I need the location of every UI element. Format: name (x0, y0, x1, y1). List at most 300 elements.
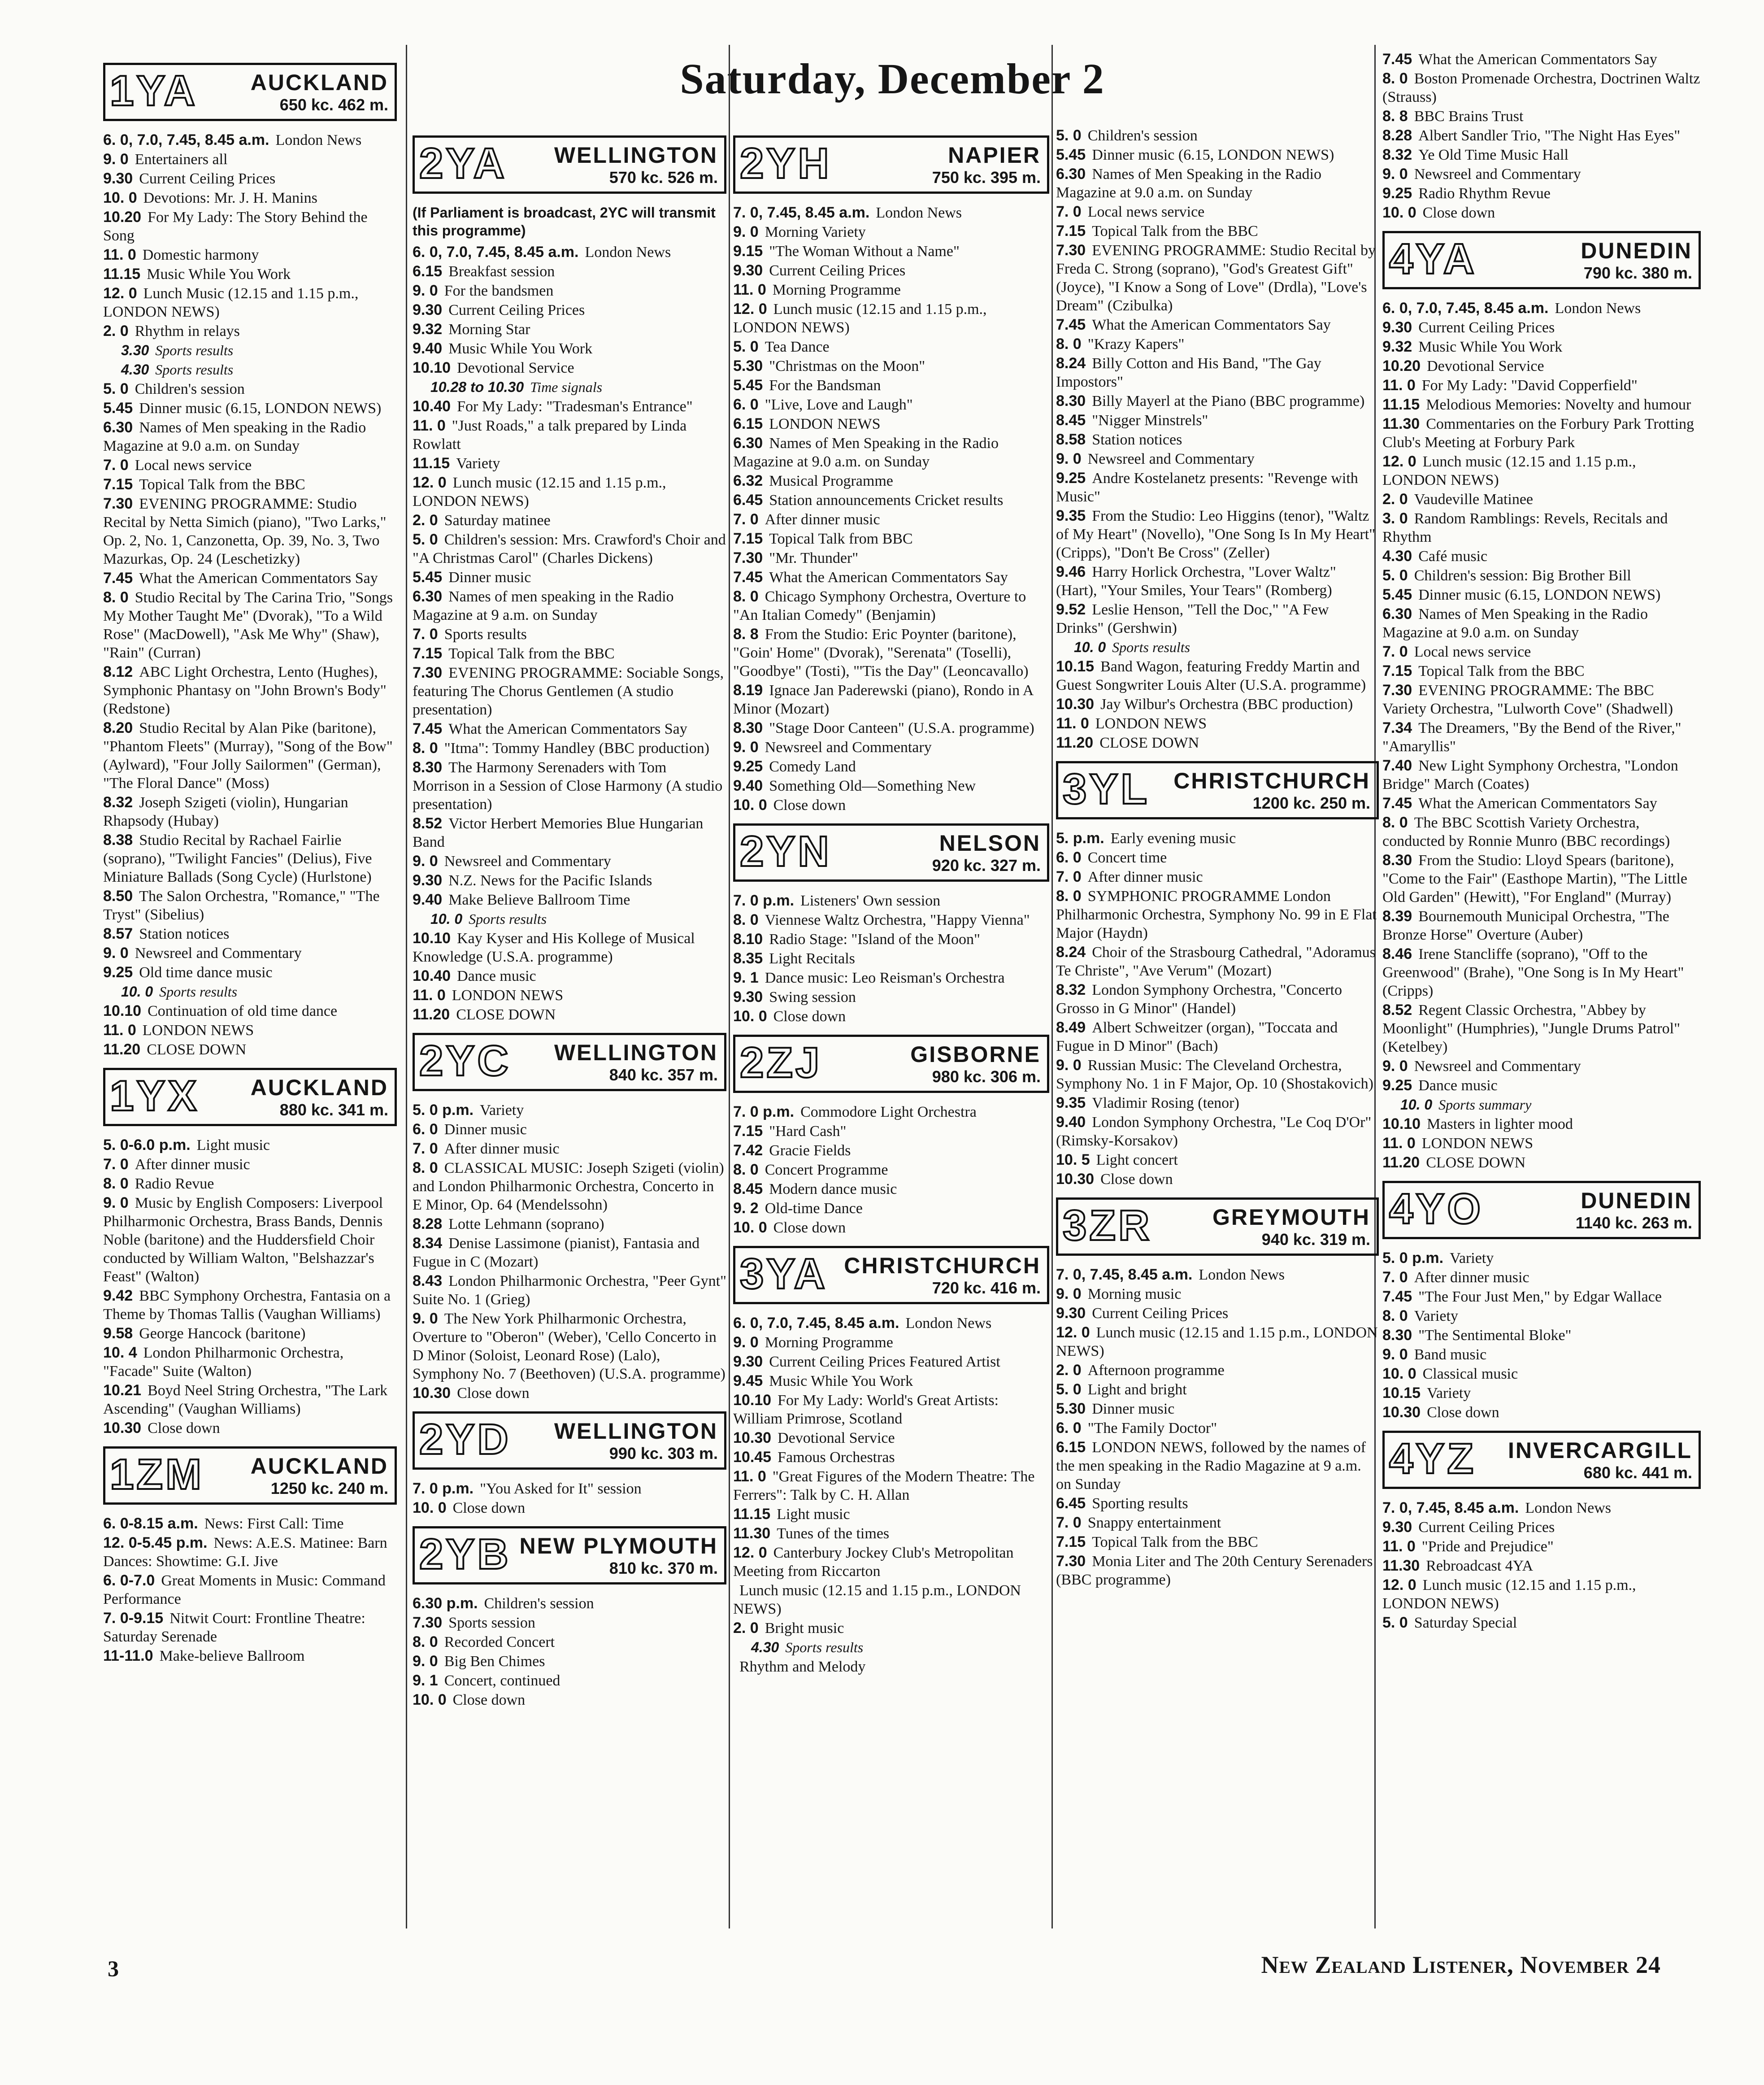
programme-time: 6. 0, 7.0, 7.45, 8.45 a.m. (1382, 300, 1549, 317)
station-header (103, 1446, 397, 1505)
programme-text: The Dreamers, "By the Bend of the River," "Amaryllis" (1382, 720, 1681, 755)
programme-item (733, 1333, 1049, 1352)
programme-item (413, 814, 726, 851)
programme-text: Kay Kyser and His Kollege of Musical Knowledge (U.S.A. programme) (413, 930, 695, 965)
programme-text: Early evening music (1110, 830, 1236, 847)
programme-text: CLOSE DOWN (147, 1041, 247, 1058)
programme-time: 8.32 (1056, 981, 1086, 998)
programme-time: 7. 0 p.m. (733, 892, 795, 909)
programme-time: 6.30 (103, 419, 133, 436)
programme-item (413, 511, 726, 530)
programme-item (1382, 1557, 1701, 1575)
programme-item (103, 189, 397, 207)
programme-item (733, 1103, 1049, 1121)
programme-item (103, 925, 397, 943)
programme-text: Music While You Work (147, 266, 291, 283)
programme-item (1382, 1134, 1701, 1153)
programme-text: Morning Programme (772, 282, 901, 298)
station-frequency: 940 kc. 319 m. (1261, 1230, 1370, 1249)
programme-time: 8. 0 (733, 588, 759, 605)
programme-text: London News (275, 132, 362, 148)
programme-time: 11. 0 (413, 417, 446, 434)
programme-item (1056, 943, 1379, 980)
programme-text: London News (1525, 1500, 1612, 1516)
programme-time: 9.35 (1056, 1094, 1086, 1111)
programme-text: "You Asked for It" session (480, 1480, 642, 1497)
programme-time: 8.32 (1382, 146, 1412, 163)
programme-item (1056, 241, 1379, 315)
programme-item (103, 887, 397, 924)
programme-item (413, 625, 726, 644)
programme-time: 9. 0 (1056, 1285, 1082, 1302)
station-2YC (413, 1033, 726, 1402)
programme-item (733, 1141, 1049, 1160)
programme-time: 9.30 (1382, 1519, 1412, 1536)
programme-time: 8. 0 (733, 911, 759, 928)
programme-text: What the American Commentators Say (1092, 317, 1331, 333)
programme-time: 10. 0 (1400, 1097, 1433, 1113)
programme-item (1382, 376, 1701, 395)
programme-item (1382, 453, 1701, 489)
programme-text: Nitwit Court: Frontline Theatre: Saturday Serenade (103, 1610, 365, 1645)
programme-item (413, 1671, 726, 1690)
programme-time: 7.15 (733, 1123, 763, 1140)
programme-time: 10. 4 (103, 1344, 137, 1361)
programme-time: 8.46 (1382, 945, 1412, 962)
programme-time: 9. 0 (1056, 1057, 1082, 1074)
programme-item (103, 1194, 397, 1286)
programme-text: Sporting results (1092, 1495, 1188, 1512)
programme-item (733, 949, 1049, 968)
programme-time: 5. 0 (1382, 567, 1408, 584)
programme-time: 12. 0 (1382, 1576, 1416, 1593)
programme-item (1056, 1019, 1379, 1055)
programme-time: 10.30 (1056, 696, 1095, 713)
programme-time: 8.52 (1382, 1001, 1412, 1019)
station-2YN (733, 823, 1049, 1026)
station-header (1382, 1431, 1701, 1489)
programme-item (1382, 1614, 1701, 1632)
programme-item (413, 417, 726, 453)
programme-text: Lunch music (12.15 and 1.15 p.m., LONDON NEWS) (733, 1582, 1021, 1617)
programme-time: 8. 8 (1382, 108, 1408, 125)
programme-time: 8.28 (413, 1215, 443, 1232)
programme-text: Swing session (769, 989, 856, 1006)
programme-time: 6.15 (413, 263, 443, 280)
programme-item (733, 681, 1049, 718)
programme-item (1382, 851, 1701, 906)
programme-time: 10. 0 (413, 1691, 447, 1708)
programme-text: Concert Programme (765, 1162, 888, 1178)
programme-time: 10.10 (103, 1002, 142, 1019)
programme-text: After dinner music (135, 1156, 250, 1173)
programme-item (413, 664, 726, 719)
programme-time: 5.45 (1382, 586, 1412, 603)
programme-text: Close down (452, 1500, 526, 1516)
programme-text: The BBC Scottish Variety Orchestra, conducted by Ronnie Munro (BBC recordings) (1382, 814, 1670, 849)
programme-time: 6. 0-7.0 (103, 1572, 155, 1589)
programme-time: 8. 0 (1382, 814, 1408, 831)
station-header (733, 1246, 1049, 1304)
programme-text: Russian Music: The Cleveland Orchestra, Symphony No. 1 in F Major, Op. 10 (Shostakovich) (1056, 1057, 1373, 1092)
programme-time: 9.30 (1056, 1305, 1086, 1322)
programme-item (1056, 1170, 1379, 1188)
programme-text: Café music (1418, 548, 1488, 565)
programme-text: Tunes of the times (777, 1525, 890, 1542)
programme-item (103, 963, 397, 982)
programme-time: 7. 0, 7.45, 8.45 a.m. (1056, 1266, 1193, 1283)
programme-time: 8.30 (413, 759, 443, 776)
programme-item (103, 1021, 397, 1040)
station-city: NELSON (939, 831, 1041, 856)
programme-text: Ignace Jan Paderewski (piano), Rondo in A Minor (Mozart) (733, 682, 1033, 717)
programme-item (1382, 146, 1701, 164)
programme-item (733, 396, 1049, 414)
programme-time: 11. 0 (103, 246, 136, 263)
programme-time: 12. 0 (413, 474, 447, 491)
programme-text: London News (1555, 300, 1641, 317)
programme-text: Music While You Work (769, 1373, 913, 1389)
programme-text: EVENING PROGRAMME: Sociable Songs, featuring The Chorus Gentlemen (A studio presentation) (413, 665, 724, 718)
programme-item (1056, 316, 1379, 334)
programme-text: Radio Stage: "Island of the Moon" (769, 931, 980, 948)
programme-item (1382, 1153, 1701, 1172)
programme-time: 5. 0 (1056, 127, 1082, 144)
programme-item (1382, 1537, 1701, 1556)
programme-item (1056, 563, 1379, 600)
programme-time: 7.30 (733, 549, 763, 566)
station-callsign: 3YA (740, 1250, 828, 1298)
programme-item (1382, 396, 1701, 414)
programme-time: 9.30 (733, 988, 763, 1006)
programme-time: 9.40 (733, 777, 763, 794)
programme-time: 8.30 (733, 719, 763, 736)
programme-text: Comedy Land (769, 758, 856, 775)
programme-text: Time signals (530, 379, 603, 395)
station-frequency: 840 kc. 357 m. (609, 1066, 718, 1084)
programme-time: 6.30 (1382, 605, 1412, 622)
programme-text: "Mr. Thunder" (769, 550, 859, 566)
programme-item (733, 911, 1049, 929)
programme-text: Dinner music (6.15, LONDON NEWS) (1092, 147, 1334, 163)
programme-time: 12. 0 (1382, 453, 1416, 470)
programme-item (413, 454, 726, 473)
programme-item (733, 491, 1049, 509)
programme-text: Leslie Henson, "Tell the Doc," "A Few Drinks" (Gershwin) (1056, 601, 1329, 636)
station-callsign: 1YX (110, 1072, 200, 1120)
programme-text: Topical Talk from BBC (769, 531, 913, 547)
programme-text: Studio Recital by Rachael Fairlie (soprano), "Twilight Fancies" (Delius), Five Miniature Ballads (Song Cycle) (Hurlstone) (103, 832, 372, 885)
programme-time: 8.39 (1382, 908, 1412, 925)
programme-time: 8.19 (733, 682, 763, 699)
programme-time: 10.15 (1056, 658, 1095, 675)
programme-time: 5. 0 (1056, 1381, 1082, 1398)
programme-text: Modern dance music (769, 1181, 897, 1197)
programme-time: 9.58 (103, 1325, 133, 1342)
programme-item (733, 549, 1049, 567)
station-city: AUCKLAND (250, 70, 388, 95)
programme-text: CLASSICAL MUSIC: Joseph Szigeti (violin) and London Philharmonic Orchestra, Concerto in E Minor, Op. 64 (Mendelssohn) (413, 1160, 724, 1213)
programme-item (1056, 695, 1379, 714)
programme-item (103, 284, 397, 321)
programme-time: 7.45 (1056, 316, 1086, 333)
station-1YX (103, 1068, 397, 1437)
programme-time: 8. 0 (413, 1633, 438, 1650)
programme-item (1382, 814, 1701, 850)
programme-text: Studio Recital by Alan Pike (baritone), "Phantom Fleets" (Murray), "Song of the Bow" (Aylward), "Four Jolly Sailormen" (German), "The Floral Dance" (Moss) (103, 720, 393, 792)
programme-item (1056, 165, 1379, 202)
programme-text: Boyd Neel String Orchestra, "The Lark Ascending" (Vaughan Williams) (103, 1382, 388, 1417)
programme-time: 10. 0 (430, 911, 463, 927)
programme-time: 7.15 (733, 530, 763, 547)
programme-time: 11. 0 (1382, 377, 1416, 394)
programme-time: 8.30 (1382, 852, 1412, 869)
programme-text: Close down (773, 797, 846, 814)
programme-item (1056, 1304, 1379, 1323)
programme-item (1056, 1438, 1379, 1493)
station-frequency: 1200 kc. 250 m. (1252, 794, 1370, 812)
programme-item (733, 1391, 1049, 1428)
programme-text: London Philharmonic Orchestra, "Facade" Suite (Walton) (103, 1345, 344, 1380)
programme-item (733, 376, 1049, 395)
programme-time: 7.30 (1382, 682, 1412, 699)
programme-item (103, 1381, 397, 1418)
programme-item (103, 150, 397, 169)
station-callsign: 4YZ (1389, 1435, 1477, 1483)
station-frequency: 1140 kc. 263 m. (1575, 1214, 1692, 1232)
programme-item (1056, 1380, 1379, 1399)
programme-time: 10.10 (413, 359, 451, 376)
programme-time: 2. 0 (103, 322, 129, 340)
programme-item (413, 243, 726, 261)
programme-time: 10.20 (103, 209, 142, 226)
programme-time: 3. 0 (1382, 510, 1408, 527)
programme-item (413, 531, 726, 567)
programme-item (413, 1120, 726, 1139)
programme-item (1056, 1494, 1379, 1513)
programme-time: 9. 0 (733, 223, 759, 240)
programme-text: London Symphony Orchestra, "Concerto Grosso in G Minor" (Handel) (1056, 982, 1342, 1017)
programme-text: Newsreel and Commentary (444, 853, 611, 870)
programme-time: 11-11.0 (103, 1647, 153, 1664)
programme-text: EVENING PROGRAMME: Studio Recital by Netta Simich (piano), "Two Larks," Op. 2, No. 1, Canzonetta, Op. 39, No. 3, Two Mazurkas, Op. 24 (Leschetizky) (103, 496, 387, 567)
programme-text: Sports results (155, 361, 234, 378)
programme-item (733, 1619, 1049, 1637)
programme-item (1056, 392, 1379, 410)
programme-item (1056, 1400, 1379, 1418)
programme-item (1056, 1323, 1379, 1360)
programme-time: 2. 0 (733, 1619, 759, 1637)
programme-time: 8.52 (413, 815, 443, 832)
station-callsign: 3ZR (1063, 1201, 1152, 1249)
programme-text: Lunch music (12.15 and 1.15 p.m., LONDON NEWS) (413, 474, 666, 509)
programme-text: Children's session: Big Brother Bill (1414, 567, 1631, 584)
programme-time: 10. 0 (103, 189, 137, 206)
programme-time: 8. 8 (733, 626, 759, 643)
programme-text: Close down (457, 1385, 530, 1402)
programme-item (413, 1594, 726, 1613)
programme-time: 7.30 (103, 495, 133, 512)
station-callsign: 2YA (419, 139, 507, 187)
programme-text: The Harmony Serenaders with Tom Morrison in a Session of Close Harmony (A studio presentation) (413, 759, 723, 813)
programme-time: 8.50 (103, 888, 133, 905)
station-city: AUCKLAND (250, 1075, 388, 1100)
programme-item (1382, 70, 1701, 106)
programme-item (103, 944, 397, 962)
programme-time: 9. 1 (733, 969, 759, 986)
programme-item (1382, 318, 1701, 337)
programme-text: Lunch music (12.15 and 1.15 p.m., LONDON NEWS) (1382, 453, 1636, 488)
programme-item (1056, 411, 1379, 430)
station-callsign: 2YD (419, 1415, 511, 1463)
programme-item (1382, 1576, 1701, 1613)
station-2YA (413, 135, 726, 1024)
programme-text: Ye Old Time Music Hall (1418, 147, 1568, 163)
programme-item (1056, 1552, 1379, 1589)
programme-time: 6. 0 (413, 1121, 438, 1138)
programme-item (103, 1571, 397, 1608)
programme-text: After dinner music (765, 511, 880, 528)
station-3YA (733, 1246, 1049, 1676)
programme-time: 10.10 (413, 930, 451, 947)
station-frequency: 720 kc. 416 m. (932, 1279, 1041, 1297)
programme-time: 9.52 (1056, 601, 1086, 618)
programme-text: "Hard Cash" (769, 1123, 847, 1140)
station-city: CHRISTCHURCH (844, 1253, 1041, 1278)
programme-text: Dinner music (444, 1121, 527, 1138)
programme-text: Current Ceiling Prices (139, 170, 276, 187)
programme-text: For My Lady: World's Great Artists: William Primrose, Scotland (733, 1392, 999, 1427)
programme-text: "Just Roads," a talk prepared by Linda Rowlatt (413, 418, 687, 453)
programme-text: Denise Lassimone (pianist), Fantasia and Fugue in C (Mozart) (413, 1235, 700, 1270)
station-frequency: 750 kc. 395 m. (932, 168, 1041, 187)
programme-time: 11. 0 (733, 1468, 766, 1485)
programme-time: 2. 0 (1382, 491, 1408, 508)
programme-item (1056, 146, 1379, 164)
programme-item (103, 1287, 397, 1323)
programme-time: 9.30 (413, 872, 443, 889)
programme-text: Dinner music (448, 569, 531, 586)
programme-time: 11. 0 (413, 987, 446, 1004)
programme-time: 7. 0 (733, 511, 759, 528)
station-1ZM (103, 1446, 397, 1665)
station-frequency: 650 kc. 462 m. (279, 96, 388, 114)
programme-text: "The Family Doctor" (1087, 1420, 1217, 1436)
programme-text: Something Old—Something New (769, 778, 976, 794)
programme-item (103, 341, 397, 360)
station-callsign: 2YN (740, 827, 832, 875)
programme-text: For My Lady: "Tradesman's Entrance" (457, 398, 693, 415)
column-4 (1056, 126, 1379, 1590)
programme-item (103, 131, 397, 149)
programme-item (1382, 299, 1701, 318)
programme-time: 8. 0 (103, 589, 129, 606)
programme-item (733, 738, 1049, 757)
programme-time: 9.40 (1056, 1114, 1086, 1131)
programme-text: Sports results (155, 342, 234, 358)
programme-item (1056, 1285, 1379, 1303)
programme-time: 6. 0, 7.0, 7.45, 8.45 a.m. (103, 131, 269, 148)
programme-item (1382, 338, 1701, 356)
programme-item (1056, 601, 1379, 637)
programme-text: Sports results (469, 911, 547, 927)
programme-item (413, 301, 726, 319)
programme-item (1056, 714, 1379, 733)
programme-time: 11.20 (103, 1041, 141, 1058)
programme-time: 5. 0 p.m. (413, 1101, 474, 1119)
programme-text: SYMPHONIC PROGRAMME London Philharmonic Orchestra, Symphony No. 99 in E Flat Major (Haydn) (1056, 888, 1377, 941)
programme-text: From the Studio: Lloyd Spears (baritone), "Come to the Fair" (Easthope Martin), "The Little Old Garden" (Hewitt), "For England" (Murray) (1382, 852, 1687, 905)
programme-item (413, 1140, 726, 1158)
programme-text: LONDON NEWS (1421, 1135, 1534, 1152)
programme-time: 5.45 (1056, 146, 1086, 163)
programme-item (1382, 1001, 1701, 1056)
station-3YA-continued (1056, 126, 1379, 752)
station-frequency: 980 kc. 306 m. (932, 1067, 1041, 1086)
programme-text: Dance music (1418, 1077, 1498, 1094)
programme-text: CLOSE DOWN (1426, 1154, 1526, 1171)
station-note: (If Parliament is broadcast, 2YC will transmit this programme) (413, 205, 716, 239)
programme-time: 10.15 (1382, 1384, 1421, 1402)
programme-time: 8. 0 (1382, 1307, 1408, 1324)
programme-text: Current Ceiling Prices (769, 262, 906, 279)
programme-text: Choir of the Strasbourg Cathedral, "Adoramus Te Christe", "Ave Verum" (Mozart) (1056, 944, 1376, 979)
programme-text: Current Ceiling Prices Featured Artist (769, 1354, 1000, 1370)
programme-time: 11.30 (733, 1525, 771, 1542)
programme-time: 9. 0 (413, 282, 438, 299)
programme-item (413, 474, 726, 510)
programme-time: 9.45 (733, 1372, 763, 1389)
station-city: WELLINGTON (554, 1040, 718, 1065)
programme-time: 12. 0-5.45 p.m. (103, 1534, 208, 1551)
programme-time: 7. 0 (1382, 643, 1408, 660)
programme-time: 7.42 (733, 1142, 763, 1159)
programme-text: Rhythm and Melody (739, 1658, 866, 1675)
programme-text: Lunch music (12.15 and 1.15 p.m., LONDON NEWS) (733, 301, 987, 336)
programme-text: ABC Light Orchestra, Lento (Hughes), Symphonic Phantasy on "John Brown's Body" (Redstone) (103, 664, 387, 717)
programme-item (733, 1467, 1049, 1504)
programme-item (733, 472, 1049, 490)
programme-item (1056, 203, 1379, 221)
programme-time: 7.45 (103, 570, 133, 587)
programme-text: Light concert (1096, 1152, 1178, 1168)
programme-text: Dance music: Leo Reisman's Orchestra (765, 970, 1005, 986)
programme-time: 8. 0 (413, 740, 438, 757)
programme-text: Close down (773, 1008, 846, 1025)
programme-item (1382, 605, 1701, 642)
programme-text: From the Studio: Eric Poynter (baritone), "Goin' Home" (Dvorak), "Serenata" (Toselli), "Goodbye" (Tosti), "'Tis the Day" (Leoncavallo) (733, 626, 1029, 679)
programme-time: 11.30 (1382, 415, 1420, 432)
programme-time: 8.24 (1056, 944, 1086, 961)
programme-text: Local news service (1414, 644, 1531, 660)
programme-item (733, 1544, 1049, 1580)
programme-item (1382, 719, 1701, 756)
station-frequency: 810 kc. 370 m. (609, 1559, 718, 1577)
programme-text: Rhythm in relays (135, 323, 240, 340)
programme-text: LONDON NEWS (1095, 715, 1207, 732)
programme-text: Commodore Light Orchestra (800, 1104, 977, 1120)
programme-time: 11.15 (103, 266, 141, 283)
programme-time: 10.45 (733, 1449, 772, 1466)
programme-text: Current Ceiling Prices (1092, 1305, 1229, 1322)
programme-text: "Stage Door Canteen" (U.S.A. programme) (769, 720, 1034, 736)
programme-time: 10. 0 (733, 797, 767, 814)
programme-text: What the American Commentators Say (139, 570, 378, 587)
programme-text: Famous Orchestras (778, 1449, 895, 1466)
programme-time: 7.45 (733, 569, 763, 586)
station-frequency: 880 kc. 341 m. (279, 1101, 388, 1119)
station-header (413, 1411, 726, 1470)
